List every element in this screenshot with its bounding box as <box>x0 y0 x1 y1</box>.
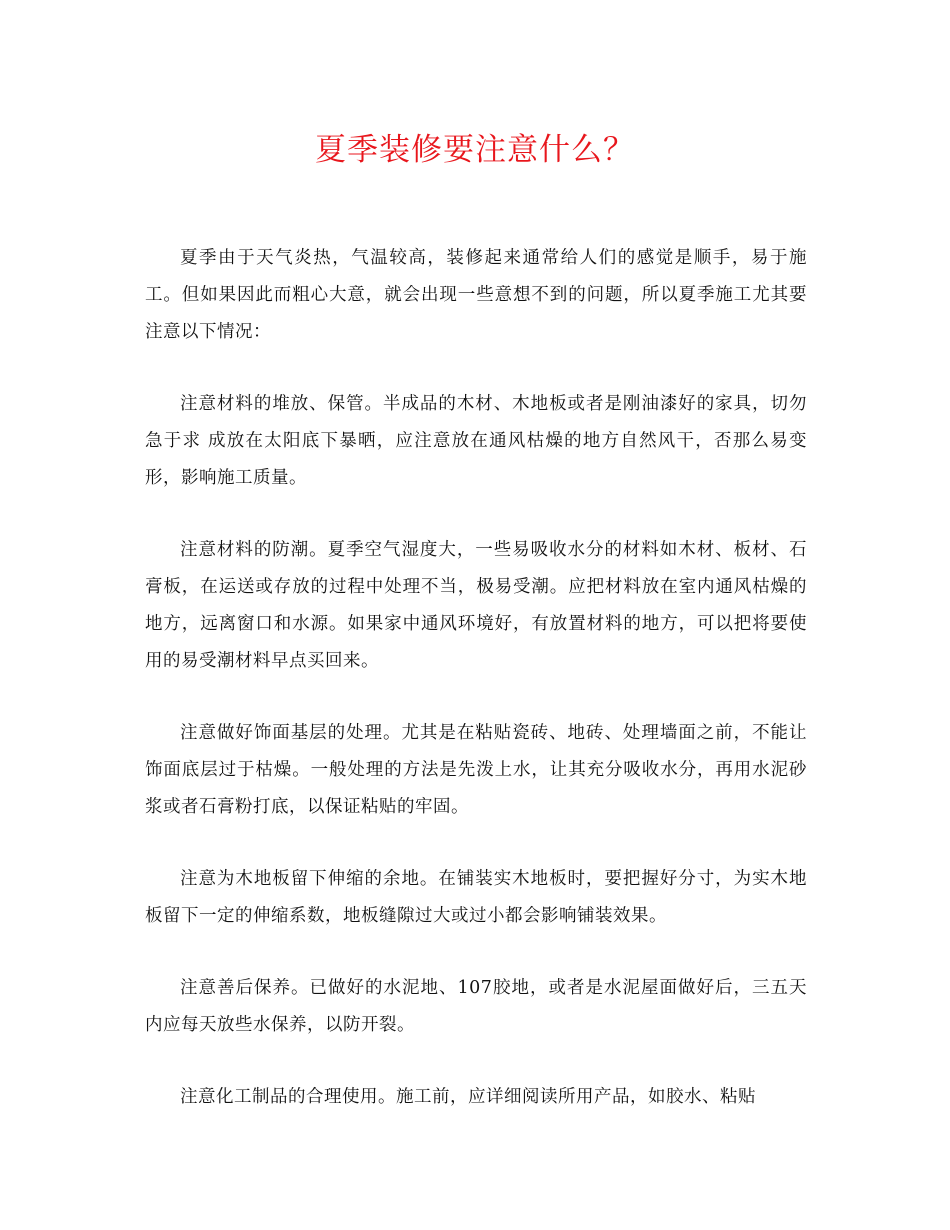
paragraph-base-layer: 注意做好饰面基层的处理。尤其是在粘贴瓷砖、地砖、处理墙面之前，不能让饰面底层过于枯燥。一般处理的方法是先泼上水，让其充分吸收水分，再用水泥砂浆或者石膏粉打底，以保证粘贴的牢固。 <box>145 723 807 817</box>
paragraph-wood-floor: 注意为木地板留下伸缩的余地。在铺装实木地板时，要把握好分寸，为实木地板留下一定的伸缩系数，地板缝隙过大或过小都会影响铺装效果。 <box>145 869 807 926</box>
paragraph-chemicals: 注意化工制品的合理使用。施工前，应详细阅读所用产品，如胶水、粘贴 <box>180 1087 756 1107</box>
article-body <box>145 240 807 1151</box>
paragraph-moisture: 注意材料的防潮。夏季空气湿度大，一些易吸收水分的材料如木材、板材、石膏板，在运送或存放的过程中处理不当，极易受潮。应把材料放在室内通风枯燥的地方，远离窗口和水源。如果家中通风环境好，有放置材料的地方，可以把将要使用的易受潮材料早点买回来。 <box>145 540 807 671</box>
paragraph-storage: 注意材料的堆放、保管。半成品的木材、木地板或者是刚油漆好的家具，切勿急于求 成放在太阳底下暴晒，应注意放在通风枯燥的地方自然风干，否那么易变形，影响施工质量。 <box>145 394 807 488</box>
paragraph-intro: 夏季由于天气炎热，气温较高，装修起来通常给人们的感觉是顺手，易于施工。但如果因此而粗心大意，就会出现一些意想不到的问题，所以夏季施工尤其要注意以下情况： <box>145 248 807 342</box>
page-title: 夏季装修要注意什么？ <box>315 132 635 168</box>
paragraph-maintenance: 注意善后保养。已做好的水泥地、107胶地，或者是水泥屋面做好后，三五天内应每天放些水保养，以防开裂。 <box>145 978 807 1035</box>
